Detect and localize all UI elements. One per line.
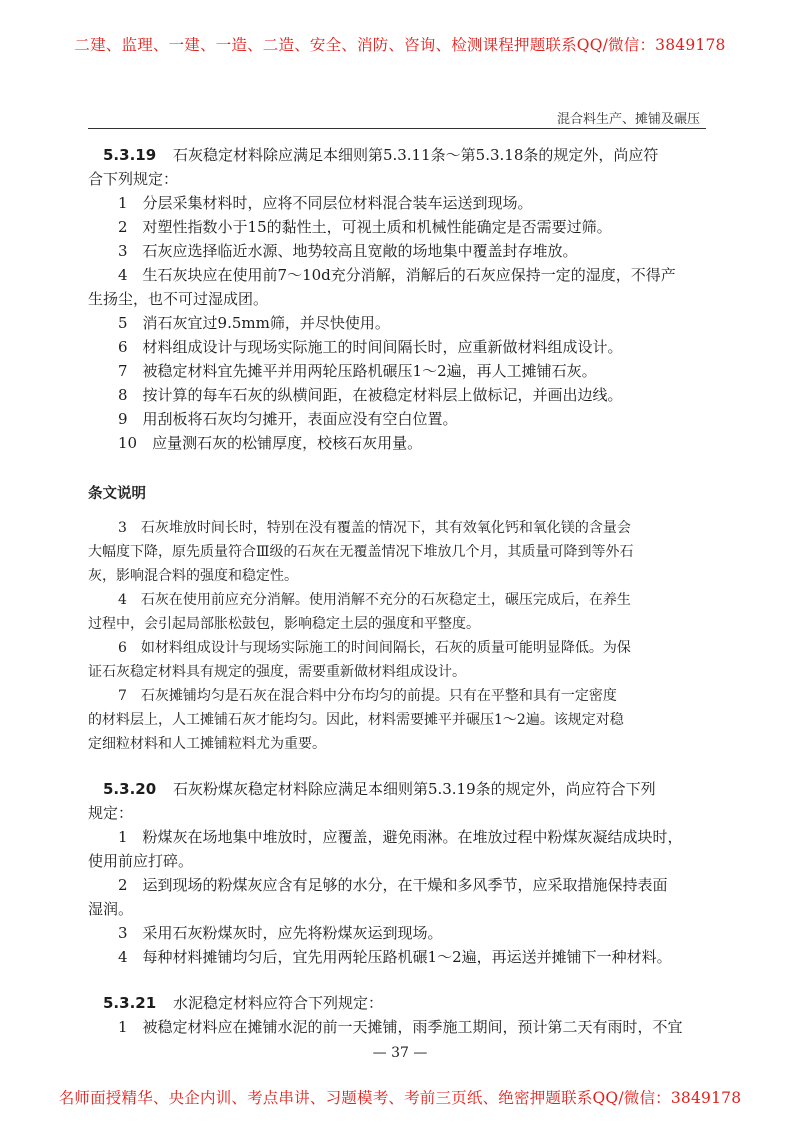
commentary-line: 定细粒材料和人工摊铺粒料尤为重要。 xyxy=(88,736,326,752)
intro-text: 石灰稳定材料除应满足本细则第5.3.11条～第5.3.18条的规定外，尚应符 xyxy=(172,146,659,164)
list-item: 1 粉煤灰在场地集中堆放时，应覆盖，避免雨淋。在堆放过程中粉煤灰凝结成块时， xyxy=(118,828,683,846)
commentary-line: 4 石灰在使用前应充分消解。使用消解不充分的石灰稳定土，碾压完成后，在养生 xyxy=(118,592,631,608)
intro-text: 水泥稳定材料应符合下列规定： xyxy=(172,994,383,1012)
commentary-line: 的材料层上，人工摊铺石灰才能均匀。因此，材料需要摊平并碾压1～2遍。该规定对稳 xyxy=(88,712,624,728)
list-item: 9 用刮板将石灰均匀摊开，表面应没有空白位置。 xyxy=(118,410,458,428)
page-number: — 37 — xyxy=(372,1045,428,1061)
section-number: 5.3.21 xyxy=(103,994,157,1012)
commentary-line: 3 石灰堆放时间长时，特别在没有覆盖的情况下，其有效氧化钙和氧化镁的含量会 xyxy=(118,520,631,536)
list-item: 10 应量测石灰的松铺厚度，校核石灰用量。 xyxy=(118,434,423,452)
commentary-title: 条文说明 xyxy=(88,485,146,502)
list-item: 1 分层采集材料时，应将不同层位材料混合装车运送到现场。 xyxy=(118,194,533,212)
list-item: 4 每种材料摊铺均匀后，宜先用两轮压路机碾1～2遍，再运送并摊铺下一种材料。 xyxy=(118,948,672,966)
list-item-continuation: 使用前应打碎。 xyxy=(88,852,194,870)
commentary-line: 7 石灰摊铺均匀是石灰在混合料中分布均匀的前提。只有在平整和具有一定密度 xyxy=(118,688,617,704)
commentary-line: 6 如材料组成设计与现场实际施工的时间间隔长，石灰的质量可能明显降低。为保 xyxy=(118,640,631,656)
commentary-line: 过程中，会引起局部胀松鼓包，影响稳定土层的强度和平整度。 xyxy=(88,616,480,632)
section-number: 5.3.19 xyxy=(103,146,157,164)
list-item-continuation: 生扬尘，也不可过湿成团。 xyxy=(88,290,269,308)
paragraph-line: 合下列规定： xyxy=(88,170,179,188)
list-item: 4 生石灰块应在使用前7～10d充分消解，消解后的石灰应保持一定的湿度，不得产 xyxy=(118,266,676,284)
list-item: 8 按计算的每车石灰的纵横间距，在被稳定材料层上做标记，并画出边线。 xyxy=(118,386,623,404)
top-contact-banner: 二建、监理、一建、一造、二造、安全、消防、咨询、检测课程押题联系QQ/微信：3849178 xyxy=(74,36,726,54)
section-5-3-20-intro xyxy=(103,780,656,799)
list-item: 3 石灰应选择临近水源、地势较高且宽敞的场地集中覆盖封存堆放。 xyxy=(118,242,578,260)
running-header: 混合料生产、摊铺及碾压 xyxy=(556,112,700,127)
intro-text: 石灰粉煤灰稳定材料除应满足本细则第5.3.19条的规定外，尚应符合下列 xyxy=(172,780,656,798)
list-item: 2 运到现场的粉煤灰应含有足够的水分，在干燥和多风季节，应采取措施保持表面 xyxy=(118,876,668,894)
bottom-contact-banner: 名师面授精华、央企内训、考点串讲、习题模考、考前三页纸、绝密押题联系QQ/微信：3849178 xyxy=(58,1089,742,1107)
commentary-line: 大幅度下降，原先质量符合Ⅲ级的石灰在无覆盖情况下堆放几个月，其质量可降到等外石 xyxy=(88,544,634,560)
list-item: 5 消石灰宜过9.5mm筛，并尽快使用。 xyxy=(118,314,390,332)
paragraph-line: 规定： xyxy=(88,804,134,822)
list-item: 6 材料组成设计与现场实际施工的时间间隔长时，应重新做材料组成设计。 xyxy=(118,338,623,356)
section-5-3-21-intro xyxy=(103,994,383,1013)
header-rule xyxy=(88,128,706,129)
list-item: 7 被稳定材料宜先摊平并用两轮压路机碾压1～2遍，再人工摊铺石灰。 xyxy=(118,362,597,380)
list-item: 3 采用石灰粉煤灰时，应先将粉煤灰运到现场。 xyxy=(118,924,443,942)
list-item: 1 被稳定材料应在摊铺水泥的前一天摊铺，雨季施工期间，预计第二天有雨时，不宜 xyxy=(118,1018,683,1036)
commentary-line: 证石灰稳定材料具有规定的强度，需要重新做材料组成设计。 xyxy=(88,664,466,680)
section-5-3-19-intro xyxy=(103,146,658,165)
list-item: 2 对塑性指数小于15的黏性土，可视土质和机械性能确定是否需要过筛。 xyxy=(118,218,612,236)
commentary-line: 灰，影响混合料的强度和稳定性。 xyxy=(88,568,298,584)
list-item-continuation: 湿润。 xyxy=(88,900,134,918)
section-number: 5.3.20 xyxy=(103,780,157,798)
